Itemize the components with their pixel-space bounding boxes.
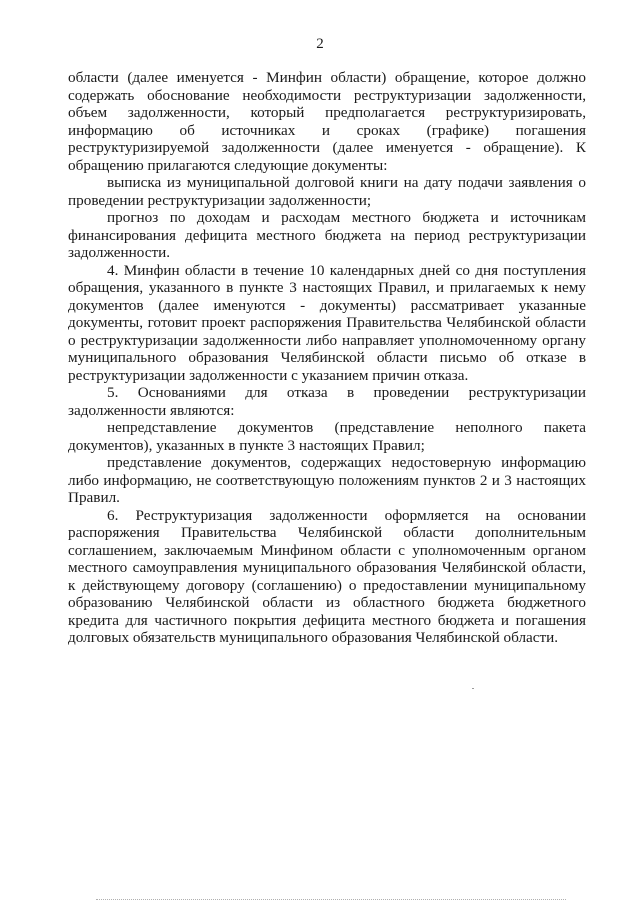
paragraph-refusal-reason-1: непредставление документов (представление неполного пакета документов), указанных в пункте 3 настоящих Правил; (68, 419, 586, 454)
paragraph-clause-6: 6. Реструктуризация задолженности оформляется на основании распоряжения Правительства Челябинской области дополнительным соглашением, заключаемым Минфином области с уполномоченным органом местного самоуправления муниципального образования Челябинской области, к действующему договору (соглашению) о предоставлении муниципальному образованию Челябинской области из областного бюджета бюджетного кредита для частичного покрытия дефицита местного бюджета и погашения долговых обязательств муниципального образования Челябинской области. (68, 506, 586, 646)
paragraph-appeal-content: области (далее именуется - Минфин области) обращение, которое должно содержать обоснование необходимости реструктуризации задолженности, объем задолженности, который предполагается реструктуризировать, информацию об источниках и сроках (графике) погашения реструктуризируемой задолженности (далее именуется - обращение). К обращению прилагаются следующие документы: (68, 69, 586, 174)
scan-artifact-dot (472, 688, 474, 689)
paragraph-refusal-reason-2: представление документов, содержащих недостоверную информацию либо информацию, не соответствующую положениям пунктов 2 и 3 настоящих Правил. (68, 454, 586, 506)
paragraph-debt-book-extract: выписка из муниципальной долговой книги на дату подачи заявления о проведении реструктуризации задолженности; (68, 174, 586, 209)
paragraph-budget-forecast: прогноз по доходам и расходам местного бюджета и источникам финансирования дефицита местного бюджета на период реструктуризации задолженности. (68, 209, 586, 261)
scan-artifact-edge (96, 899, 566, 900)
page-number: 2 (316, 36, 324, 52)
document-body (68, 69, 586, 647)
paragraph-clause-5: 5. Основаниями для отказа в проведении реструктуризации задолженности являются: (68, 384, 586, 419)
paragraph-clause-4: 4. Минфин области в течение 10 календарных дней со дня поступления обращения, указанного в пункте 3 настоящих Правил, и прилагаемых к нему документов (далее именуются - документы) рассматривает указанные документы, готовит проект распоряжения Правительства Челябинской области о реструктуризации задолженности либо направляет уполномоченному органу муниципального образования Челябинской области письмо об отказе в реструктуризации задолженности с указанием причин отказа. (68, 261, 586, 384)
